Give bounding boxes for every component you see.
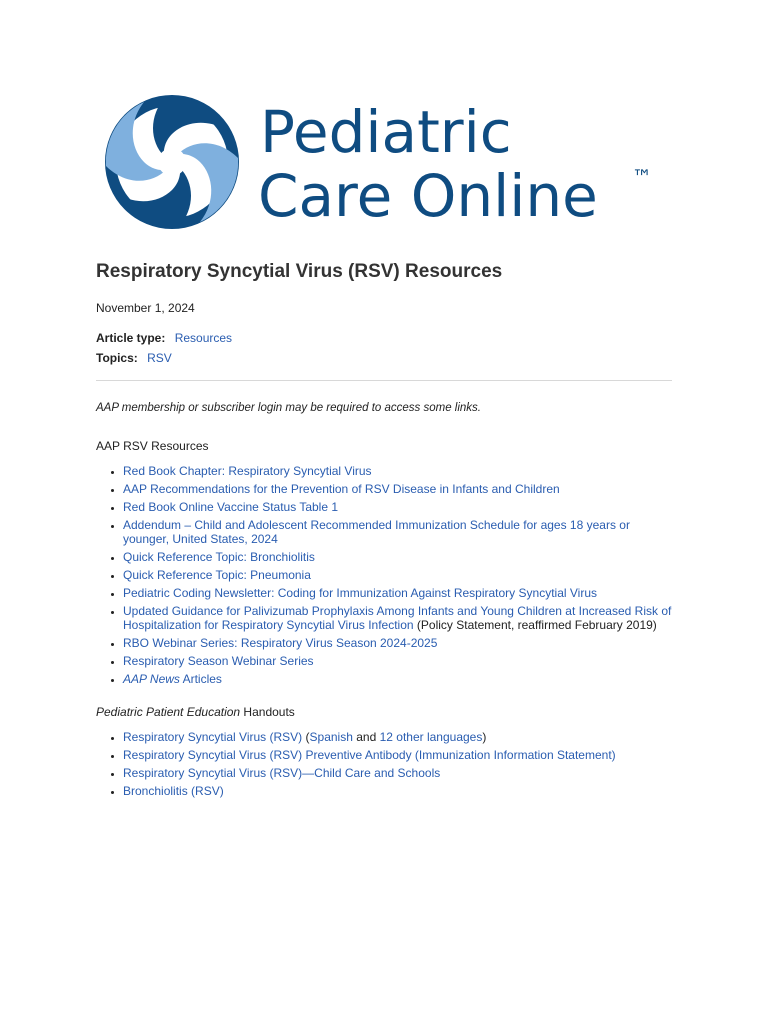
topics-link[interactable]: RSV — [147, 351, 172, 365]
policy-statement-note: (Policy Statement, reaffirmed February 2019) — [413, 618, 657, 632]
list-item — [123, 636, 672, 650]
list-item — [123, 730, 672, 744]
resource-link[interactable]: Updated Guidance for Palivizumab Prophylaxis Among Infants and Young Children at Increased Risk of Hospitalization for Respiratory Syncytial Virus Infection — [123, 604, 672, 632]
patient-education-list — [96, 730, 672, 798]
handout-link[interactable]: Respiratory Syncytial Virus (RSV) — [123, 730, 303, 744]
other-languages-link[interactable]: 12 other languages — [379, 730, 483, 744]
list-item — [123, 482, 672, 496]
handout-link[interactable]: Respiratory Syncytial Virus (RSV)—Child Care and Schools — [123, 766, 441, 780]
article-content — [96, 260, 672, 802]
resource-link[interactable]: Red Book Chapter: Respiratory Syncytial Virus — [123, 464, 372, 478]
article-type-label: Article type: — [96, 331, 166, 345]
paren-close: ) — [482, 730, 487, 744]
paren-open: ( — [302, 730, 310, 744]
list-item — [123, 464, 672, 478]
resource-link[interactable]: Red Book Online Vaccine Status Table 1 — [123, 500, 339, 514]
aap-news-rest: Articles — [179, 672, 222, 686]
resource-link[interactable]: Quick Reference Topic: Pneumonia — [123, 568, 311, 582]
resource-link[interactable]: AAP Recommendations for the Prevention of RSV Disease in Infants and Children — [123, 482, 560, 496]
list-item — [123, 586, 672, 600]
aap-news-articles-link[interactable] — [123, 672, 222, 686]
aap-news-italic: AAP News — [123, 672, 180, 686]
page-title: Respiratory Syncytial Virus (RSV) Resources — [96, 261, 503, 282]
aap-rsv-resources-list — [96, 464, 672, 686]
patient-education-italic: Pediatric Patient Education — [96, 705, 241, 719]
article-type-link[interactable]: Resources — [174, 331, 233, 345]
patient-education-rest: Handouts — [240, 705, 295, 719]
resource-link[interactable]: RBO Webinar Series: Respiratory Virus Season 2024-2025 — [123, 636, 438, 650]
topics-row — [96, 350, 672, 366]
logo-line-1: Pediatric — [260, 98, 512, 166]
list-item — [123, 518, 672, 546]
spanish-link[interactable]: Spanish — [309, 730, 353, 744]
resource-link[interactable]: Respiratory Season Webinar Series — [123, 654, 314, 668]
list-item — [123, 748, 672, 762]
divider — [96, 380, 672, 381]
section-title-aap-rsv: AAP RSV Resources — [96, 439, 209, 453]
section-title-patient-education — [96, 704, 672, 720]
article-date: November 1, 2024 — [96, 301, 195, 315]
resource-link[interactable]: Pediatric Coding Newsletter: Coding for Immunization Against Respiratory Syncytial Virus — [123, 586, 597, 600]
list-item — [123, 500, 672, 514]
article-type-row — [96, 330, 672, 346]
logo-mark — [100, 94, 670, 234]
handout-link[interactable]: Bronchiolitis (RSV) — [123, 784, 224, 798]
handout-link[interactable]: Respiratory Syncytial Virus (RSV) Preventive Antibody (Immunization Information Statement) — [123, 748, 616, 762]
login-note: AAP membership or subscriber login may be required to access some links. — [96, 402, 481, 414]
logo-trademark: ™ — [632, 165, 652, 189]
list-item — [123, 766, 672, 780]
logo-line-2: Care Online — [258, 162, 598, 230]
list-item — [123, 568, 672, 582]
list-item — [123, 784, 672, 798]
and-text: and — [352, 730, 380, 744]
resource-link[interactable]: Addendum – Child and Adolescent Recommended Immunization Schedule for ages 18 years or younger, United States, 2024 — [123, 518, 630, 546]
pediatric-care-online-logo[interactable] — [100, 94, 670, 234]
list-item — [123, 654, 672, 668]
list-item — [123, 604, 672, 632]
resource-link[interactable]: Quick Reference Topic: Bronchiolitis — [123, 550, 315, 564]
list-item — [123, 550, 672, 564]
list-item — [123, 672, 672, 686]
topics-label: Topics: — [96, 351, 138, 365]
swirl-icon — [105, 95, 239, 229]
